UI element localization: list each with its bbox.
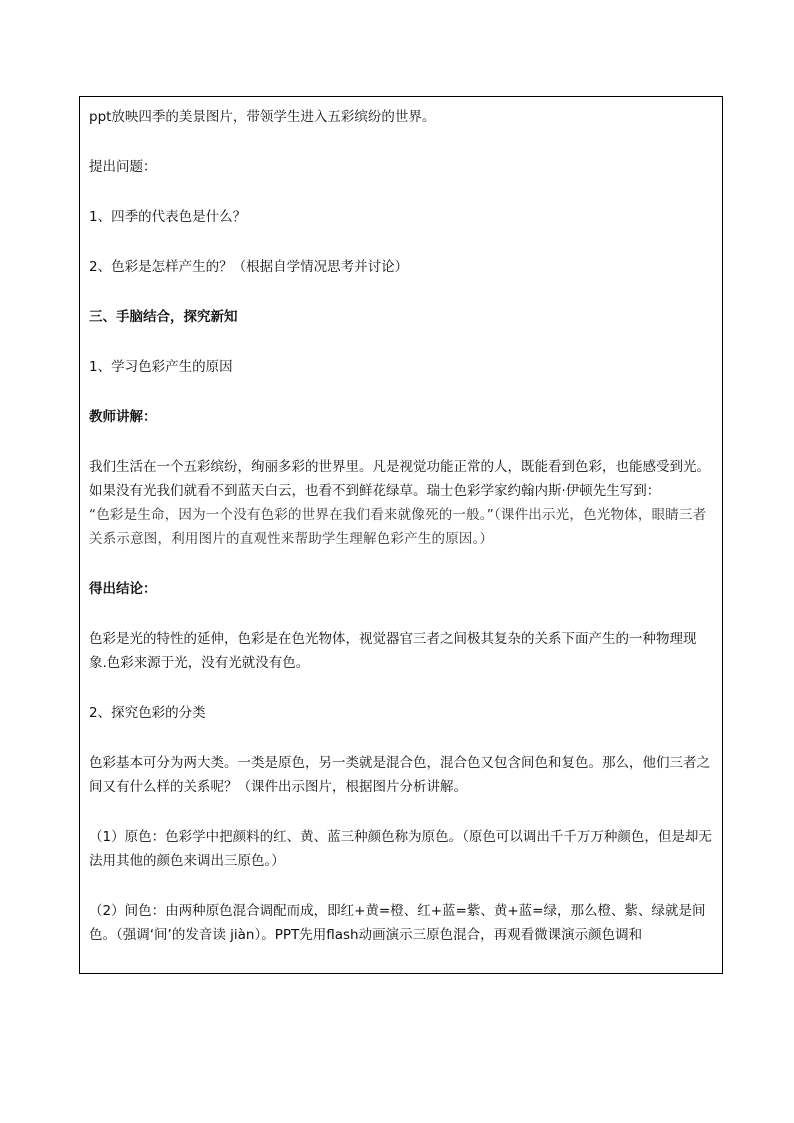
conclusion-heading: 得出结论： [89,581,157,597]
quote-paragraph: “色彩是生命，因为一个没有色彩的世界在我们看来就像死的一般。”（课件出示光，色光物体，眼睛三者关系示意图，利用图片的直观性来帮助学生理解色彩产生的原因。） [89,507,707,547]
secondary-color-paragraph: （2）间色：由两种原色混合调配而成，即红+黄=橙、红+蓝=紫、黄+蓝=绿，那么橙、紫、绿就是间色。（强调‘间’的发音读 jiàn）。PPT先用flash动画演示三原色混合，再观看微课演示颜色调和 [89,903,706,943]
explanation-paragraph: 我们生活在一个五彩缤纷，绚丽多彩的世界里。凡是视觉功能正常的人，既能看到色彩，也能感受到光。如果没有光我们就看不到蓝天白云，也看不到鲜花绿草。瑞士色彩学家约翰内斯·伊顿先生写到： [89,459,710,499]
section-heading-3: 三、手脑结合，探究新知 [89,309,238,325]
conclusion-paragraph: 色彩是光的特性的延伸，色彩是在色光物体，视觉器官三者之间极其复杂的关系下面产生的一种物理现象.色彩来源于光，没有光就没有色。 [89,631,697,671]
question-1: 1、四季的代表色是什么？ [89,209,247,225]
classification-paragraph: 色彩基本可分为两大类。一类是原色，另一类就是混合色，混合色又包含间色和复色。那么，他们三者之间又有什么样的关系呢？（课件出示图片，根据图片分析讲解。 [89,755,710,795]
question-2: 2、色彩是怎样产生的？（根据自学情况思考并讨论） [89,259,409,275]
subsection-2: 2、探究色彩的分类 [89,705,206,721]
lesson-table-cell [79,96,723,974]
primary-color-paragraph: （1）原色：色彩学中把颜料的红、黄、蓝三种颜色称为原色。（原色可以调出千千万万种颜色，但是却无法用其他的颜色来调出三原色。） [89,829,712,869]
lesson-content [80,97,722,947]
teacher-explanation-heading: 教师讲解： [89,409,157,425]
intro-paragraph: ppt放映四季的美景图片，带领学生进入五彩缤纷的世界。 [89,109,436,125]
question-heading: 提出问题： [89,159,157,175]
subsection-1: 1、学习色彩产生的原因 [89,359,233,375]
